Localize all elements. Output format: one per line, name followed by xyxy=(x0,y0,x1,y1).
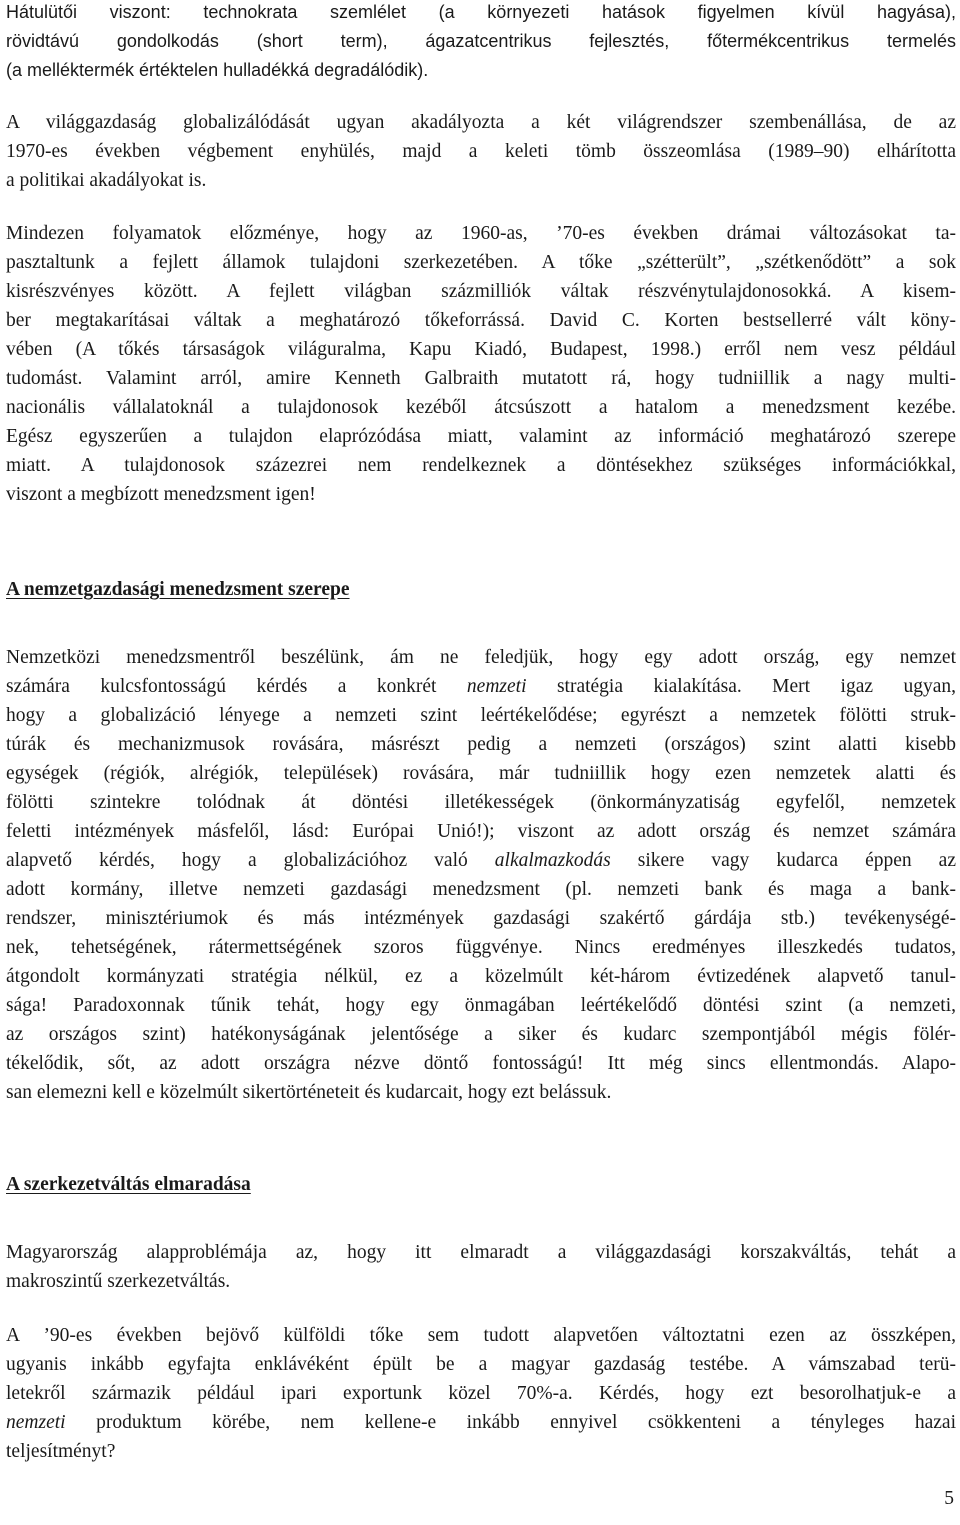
line: Mindezen folyamatok előzménye, hogy az 1960-as, ’70-es években drámai változásokat ta- xyxy=(6,223,956,244)
line: kisrészvényes között. A fejlett világban százmilliók váltak részvénytulajdonosokká. A kisem- xyxy=(6,281,956,302)
line: rövidtávú gondolkodás (short term), ágazatcentrikus fejlesztés, főtermékcentrikus termelés xyxy=(6,31,956,51)
line xyxy=(6,1408,956,1437)
section-heading: A nemzetgazdasági menedzsment szerepe xyxy=(6,579,350,600)
line: rendszer, minisztériumok és más intézmények gazdasági szakértő gárdája stb.) tevékenységé- xyxy=(6,908,956,929)
emphasis: nemzeti xyxy=(466,676,527,697)
line: túrák és mechanizmusok rovására, másrészt pedig a nemzeti (országos) szint alatti kisebb xyxy=(6,734,956,755)
paragraph-1 xyxy=(6,0,956,85)
text: alapvető kérdés, hogy a globalizációhoz való xyxy=(6,850,495,871)
line: makroszintű szerkezetváltás. xyxy=(6,1271,231,1292)
line: (a melléktermék értéktelen hulladékká degradálódik). xyxy=(6,60,429,80)
line: A ’90-es években bejövő külföldi tőke sem tudott alapvetően változtatni ezen az összképen, xyxy=(6,1325,956,1346)
line: tudomást. Valamint arról, amire Kenneth Galbraith mutatott rá, hogy tudniillik a nagy multi- xyxy=(6,368,956,389)
line: átgondolt kormányzati stratégia nélkül, ez a közelmúlt két-három évtizedének alapvető tanul- xyxy=(6,966,956,987)
line: viszont a megbízott menedzsment igen! xyxy=(6,484,316,505)
text: produktum körébe, nem kellene-e inkább ennyivel csökkenteni a tényleges hazai xyxy=(65,1412,956,1433)
paragraph-3 xyxy=(6,219,956,509)
line: tékelődik, sőt, az adott országra nézve döntő fontosságú! Itt még sincs ellentmondás. Alapo- xyxy=(6,1053,956,1074)
line: letekről származik például ipari exportunk közel 70%-a. Kérdés, hogy ezt besorolhatjuk-e a xyxy=(6,1383,956,1404)
line: nacionális vállalatoknál a tulajdonosok kezéből átcsúszott a hatalom a menedzsment kezébe. xyxy=(6,397,956,418)
emphasis: alkalmazkodás xyxy=(494,850,611,871)
line: san elemezni kell e közelmúlt sikertörténeteit és kudarcait, hogy ezt belássuk. xyxy=(6,1082,612,1103)
paragraph-6 xyxy=(6,1321,956,1466)
line xyxy=(6,846,956,875)
line: vében (A tőkés társaságok világuralma, Kapu Kiadó, Budapest, 1998.) erről nem vesz például xyxy=(6,339,956,360)
paragraph-2 xyxy=(6,108,956,195)
line: sága! Paradoxonnak tűnik tehát, hogy egy önmagában leértékelődő döntési szint (a nemzeti, xyxy=(6,995,956,1016)
text: számára kulcsfontosságú kérdés a konkrét xyxy=(6,676,467,697)
section-heading: A szerkezetváltás elmaradása xyxy=(6,1174,251,1195)
line: feletti intézmények másfelől, lásd: Európai Unió!); viszont az adott ország és nemzet számára xyxy=(6,821,956,842)
emphasis: nemzeti xyxy=(6,1412,66,1433)
text: sikere vagy kudarca éppen az xyxy=(610,850,956,871)
line: nek, tehetségének, rátermettségének szoros függvénye. Nincs eredményes illeszkedés tudatos, xyxy=(6,937,956,958)
line: Egész egyszerűen a tulajdon elaprózódása miatt, valamint az információ meghatározó szerepe xyxy=(6,426,956,447)
line: a politikai akadályokat is. xyxy=(6,170,207,191)
page-number: 5 xyxy=(944,1488,954,1509)
line: 1970-es években végbement enyhülés, majd a keleti tömb összeomlása (1989–90) elhárította xyxy=(6,141,956,162)
line: A világgazdaság globalizálódását ugyan akadályozta a két világrendszer szembenállása, de az xyxy=(6,112,956,133)
text: stratégia kialakítása. Mert igaz ugyan, xyxy=(526,676,956,697)
paragraph-5 xyxy=(6,1238,956,1296)
line: adott kormány, illetve nemzeti gazdasági menedzsment (pl. nemzeti bank és maga a bank- xyxy=(6,879,956,900)
line xyxy=(6,672,956,701)
line: hogy a globalizáció lényege a nemzeti szint leértékelődése; egyrészt a nemzetek fölötti struk- xyxy=(6,705,956,726)
line: Nemzetközi menedzsmentről beszélünk, ám ne feledjük, hogy egy adott ország, egy nemzet xyxy=(6,647,956,668)
paragraph-4 xyxy=(6,643,956,1107)
line: Magyarország alapproblémája az, hogy itt elmaradt a világgazdasági korszakváltás, tehát a xyxy=(6,1242,956,1263)
line: fölötti szintekre tolódnak át döntési illetékességek (önkormányzatiság egyfelől, nemzetek xyxy=(6,792,956,813)
line: pasztaltunk a fejlett államok tulajdoni szerkezetében. A tőke „szétterült”, „szétkenődött” a sok xyxy=(6,252,956,273)
line: az országos szint) hatékonyságának jelentősége a siker és kudarc szempontjából mégis fölér- xyxy=(6,1024,956,1045)
line: miatt. A tulajdonosok százezrei nem rendelkeznek a döntésekhez szükséges információkkal, xyxy=(6,455,956,476)
line: Hátulütői viszont: technokrata szemlélet (a környezeti hatások figyelmen kívül hagyása), xyxy=(6,2,956,22)
line: egységek (régiók, alrégiók, települések) rovására, már tudniillik hogy ezen nemzetek alatti és xyxy=(6,763,956,784)
line: ber megtakarításai váltak a meghatározó tőkeforrássá. David C. Korten bestsellerré vált köny- xyxy=(6,310,956,331)
line: ugyanis inkább egyfajta enklávéként épült be a magyar gazdaság testébe. A vámszabad terü- xyxy=(6,1354,956,1375)
line: teljesítményt? xyxy=(6,1441,116,1462)
